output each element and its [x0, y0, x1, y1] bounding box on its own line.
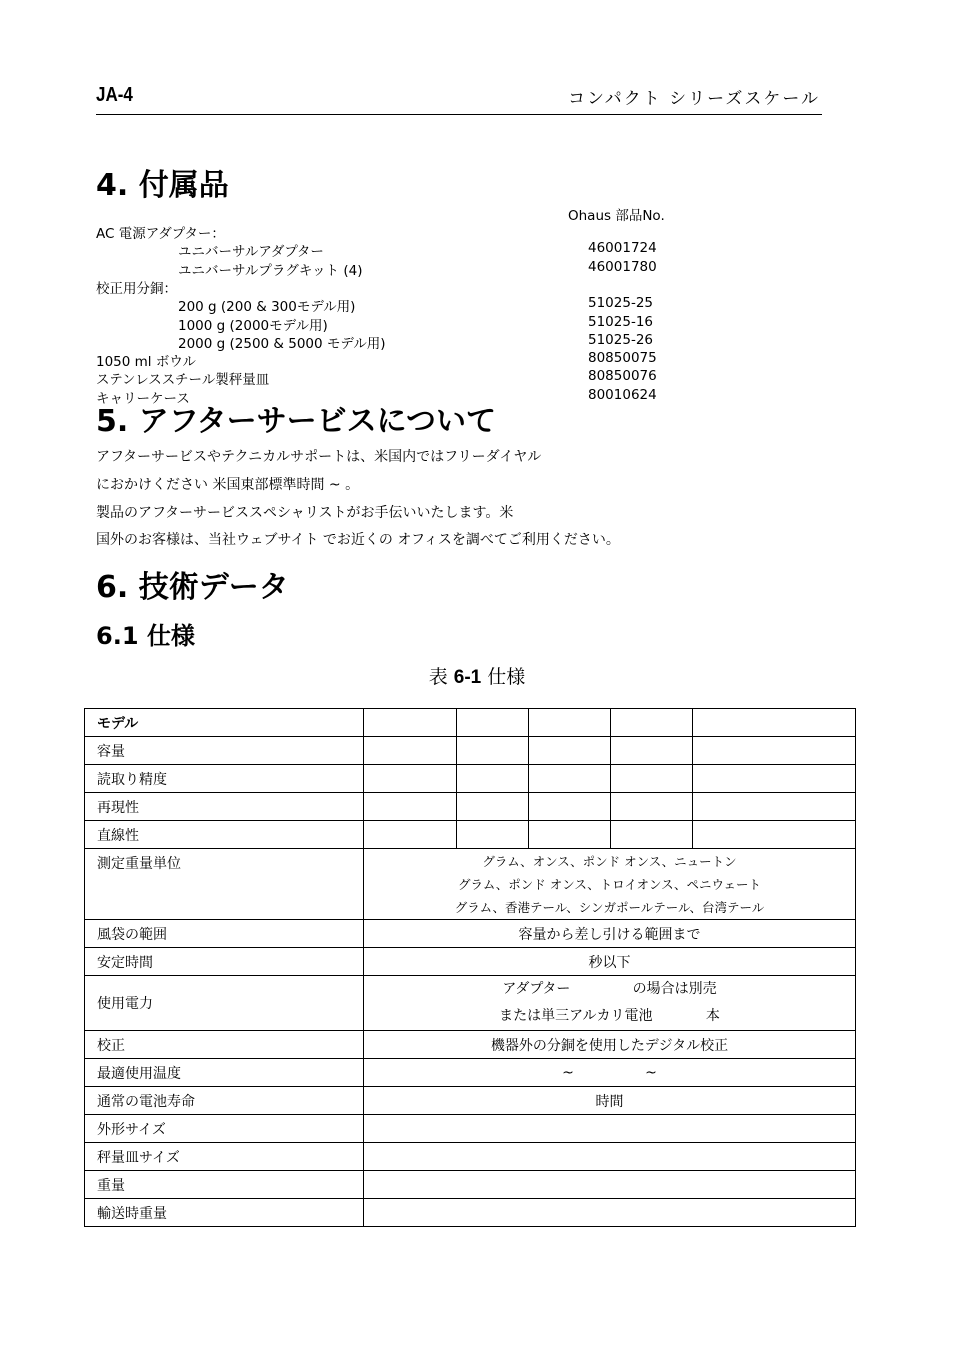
table-row [85, 849, 856, 920]
table-row [85, 976, 856, 1031]
table-row [85, 1115, 856, 1143]
accessory-part-number: 46001780 [588, 258, 657, 275]
accessory-part-number: 80850075 [588, 350, 657, 367]
stabilization-value: 秒以下 [364, 948, 856, 976]
model-cell [364, 709, 457, 737]
power-cell [364, 976, 856, 1031]
accessory-item-label: キャリーケース [96, 390, 190, 407]
units-line: グラム、香港テール、シンガポールテール、台湾テール [454, 899, 765, 915]
row-label-pan-size: 秤量皿サイズ [85, 1143, 364, 1171]
row-label-units: 測定重量単位 [85, 849, 364, 920]
row-label-tare: 風袋の範囲 [85, 920, 364, 948]
page-header [96, 84, 822, 115]
accessory-item-label: ユニバーサルアダプター [178, 244, 324, 261]
power-line: または単三アルカリ電池 本 [499, 1008, 720, 1024]
model-cell [611, 709, 693, 737]
service-text-line: アフターサービスやテクニカルサポートは、米国内ではフリーダイヤル [96, 449, 542, 465]
model-cell [529, 709, 611, 737]
table-row [85, 1199, 856, 1227]
page-number: JA-4 [96, 84, 133, 106]
spec-table [84, 708, 856, 1227]
accessory-item-label: 1050 ml ボウル [96, 354, 196, 371]
table-row [85, 737, 856, 765]
accessory-part-number: 80850076 [588, 368, 657, 385]
row-label-readability: 読取り精度 [85, 765, 364, 793]
tare-value: 容量から差し引ける範囲まで [364, 920, 856, 948]
accessory-part-number: 46001724 [588, 240, 657, 257]
model-cell [457, 709, 529, 737]
units-line: グラム、オンス、ポンド オンス、ニュートン [482, 853, 737, 869]
model-cell [693, 709, 856, 737]
row-label-calibration: 校正 [85, 1031, 364, 1059]
power-line: アダプター の場合は別売 [502, 981, 717, 997]
accessory-part-number: 51025-16 [588, 313, 653, 330]
accessory-item-label: AC 電源アダプター： [96, 226, 225, 242]
units-cell [364, 849, 856, 920]
document-title: コンパクト シリーズスケール [567, 89, 820, 109]
table-row [85, 920, 856, 948]
row-label-weight: 重量 [85, 1171, 364, 1199]
table-row [85, 1171, 856, 1199]
row-label-linearity: 直線性 [85, 821, 364, 849]
units-line: グラム、ポンド オンス、トロイオンス、ペニウェート [458, 876, 761, 892]
table-row [85, 793, 856, 821]
table-row [85, 1031, 856, 1059]
service-text-line: 国外のお客様は、当社ウェブサイト でお近くの オフィスを調べてご利用ください。 [96, 532, 620, 548]
accessory-item-label: ユニバーサルプラグキット (4) [178, 262, 363, 279]
row-label-shipping-weight: 輸送時重量 [85, 1199, 364, 1227]
tech-data-heading: 6. 技術データ [96, 570, 289, 605]
row-label-model: モデル [85, 709, 364, 737]
table-row [85, 1087, 856, 1115]
accessory-item-label: ステンレススチール製秤量皿 [96, 372, 270, 389]
row-label-repeatability: 再現性 [85, 793, 364, 821]
accessories-heading: 4. 付属品 [96, 168, 229, 203]
accessory-item-label: 校正用分銅： [96, 280, 177, 297]
table-row [85, 1059, 856, 1087]
table-row [85, 765, 856, 793]
accessory-item-label: 2000 g (2500 & 5000 モデル用) [178, 335, 386, 352]
accessory-item-label: 1000 g (2000モデル用) [178, 317, 328, 334]
accessory-part-number: 80010624 [588, 386, 657, 403]
accessory-item-label: 200 g (200 & 300モデル用) [178, 299, 356, 316]
row-label-dimensions: 外形サイズ [85, 1115, 364, 1143]
battery-life-value: 時間 [364, 1087, 856, 1115]
spec-subheading: 6.1 仕様 [96, 622, 195, 650]
row-label-battery-life: 通常の電池寿命 [85, 1087, 364, 1115]
row-label-capacity: 容量 [85, 737, 364, 765]
service-text-line: 製品のアフターサービススペシャリストがお手伝いいたします。米 [96, 505, 514, 521]
temperature-value: ~ ~ [364, 1059, 856, 1087]
table-row [85, 821, 856, 849]
service-text-line: におかけください 米国東部標準時間 ~ 。 [96, 477, 360, 493]
accessory-part-number: 51025-25 [588, 295, 653, 312]
service-heading: 5. アフターサービスについて [96, 404, 497, 439]
accessory-part-number: 51025-26 [588, 331, 653, 348]
row-label-temperature: 最適使用温度 [85, 1059, 364, 1087]
row-label-stabilization: 安定時間 [85, 948, 364, 976]
calibration-value: 機器外の分銅を使用したデジタル校正 [364, 1031, 856, 1059]
table-row [85, 948, 856, 976]
table-row [85, 709, 856, 737]
part-number-header: Ohaus 部品No. [568, 208, 665, 224]
table-caption: 表 6-1 仕様 [428, 666, 526, 688]
row-label-power: 使用電力 [85, 976, 364, 1031]
table-row [85, 1143, 856, 1171]
